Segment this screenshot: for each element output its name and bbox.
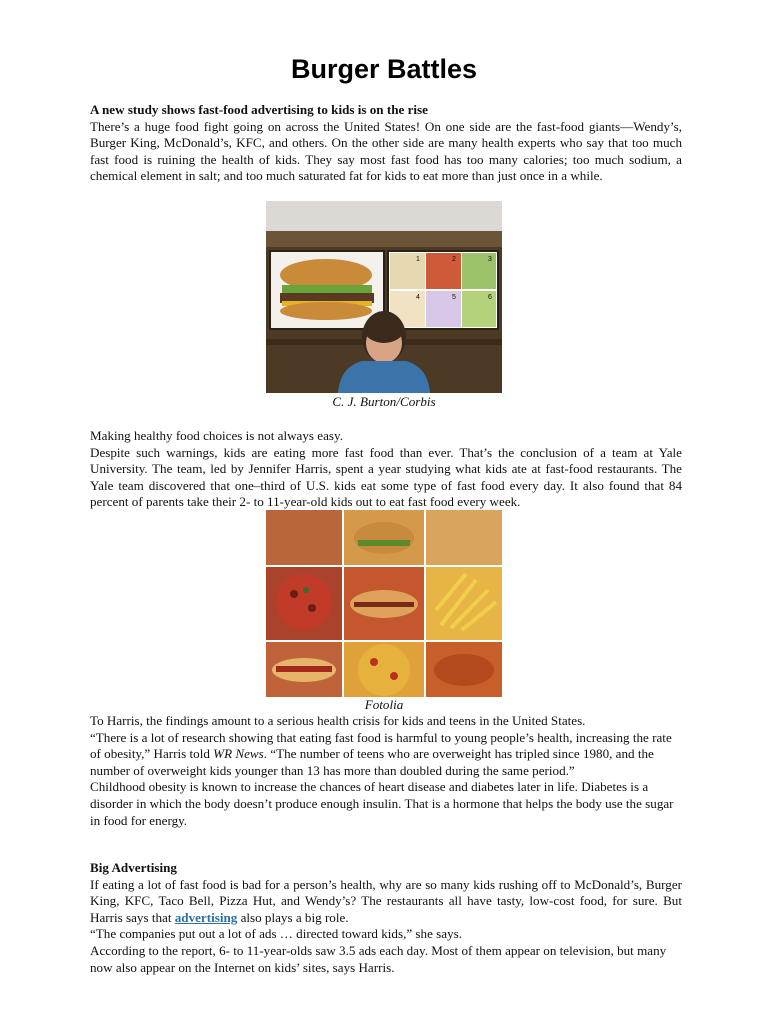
- section3-p2-text-b: . “The number of teens who are overweight has tripled since 1980, and the number of overweight kids younger than 13 has more than doubled during the same period.”: [90, 746, 654, 778]
- menu-number-1: 1: [416, 256, 420, 263]
- section3-p2-text-a: “There is a lot of research showing that eating fast food is harmful to young people’s health, increasing the rate of obesity,” Harris told: [90, 729, 672, 762]
- menu-number-3: 3: [488, 256, 492, 263]
- menu-board-photo: [266, 201, 502, 393]
- menu-number-4: 4: [416, 294, 420, 301]
- publication-name: WR News: [213, 746, 264, 762]
- image1-caption: C. J. Burton/Corbis: [332, 394, 436, 409]
- intro-paragraph: There’s a huge food fight going on across the United States! On one side are the fast-food giants—Wendy’s, Burger King, McDonald’s, KFC, and others. On the other side are many health experts who say that too much fast food is ruining the health of kids. They say most fast food has too many calories; too much sodium, a chemical element in salt; and too much saturated fat for kids to eat more than just once in a while.: [90, 118, 682, 184]
- section2-line1: Making healthy food choices is not always easy.: [90, 428, 343, 443]
- intro-section: [90, 102, 682, 185]
- menu-number-6: 6: [488, 294, 492, 301]
- advertising-link[interactable]: advertising: [174, 909, 238, 925]
- big-advertising-heading: Big Advertising: [90, 860, 177, 875]
- section4-p3: According to the report, 6- to 11-year-olds saw 3.5 ads each day. Most of them appear on television, but many now also appear on the Internet on kids’ sites, says Harris.: [90, 942, 667, 975]
- menu-number-5: 5: [452, 294, 456, 301]
- section3-p2: [90, 730, 682, 780]
- section2-paragraph: Despite such warnings, kids are eating more fast food than ever. That’s the conclusion of a team at Yale University. The team, led by Jennifer Harris, spent a year studying what kids ate at fast-food restaurants. The Yale team discovered that one–third of U.S. kids eat some type of fast food every day. It also found that 84 percent of parents take their 2- to 11-year-old kids out to eat fast food every week.: [90, 444, 682, 510]
- image2-caption: Fotolia: [364, 697, 404, 712]
- section4-p1: [90, 877, 682, 927]
- intro-subhead: A new study shows fast-food advertising to kids is on the rise: [90, 102, 428, 117]
- menu-number-2: 2: [452, 256, 456, 263]
- section3-p1: To Harris, the findings amount to a serious health crisis for kids and teens in the United States.: [90, 713, 586, 728]
- section-3: [90, 713, 682, 829]
- section4-p1-text-a: If eating a lot of fast food is bad for a person’s health, why are so many kids rushing off to McDonald’s, Burger King, KFC, Taco Bell, Pizza Hut, and Wendy’s? The restaurants all have tasty, low-cost food, for sure. But Harris says that: [90, 876, 682, 925]
- collage-illustration: [266, 510, 502, 697]
- section-4: [90, 860, 682, 976]
- section3-p3: Childhood obesity is known to increase the chances of heart disease and diabetes later in life. Diabetes is a disorder in which the body doesn’t produce enough insulin. That is a hormone that helps the body use the sugar in food for energy.: [90, 779, 674, 828]
- section4-p1-text-b: also plays a big role.: [237, 909, 349, 925]
- section-2: [90, 428, 682, 511]
- menu-board-illustration: [266, 201, 502, 393]
- fast-food-collage: [266, 510, 502, 697]
- section4-p2: “The companies put out a lot of ads … directed toward kids,” she says.: [90, 926, 462, 942]
- page-title: Burger Battles: [290, 54, 478, 84]
